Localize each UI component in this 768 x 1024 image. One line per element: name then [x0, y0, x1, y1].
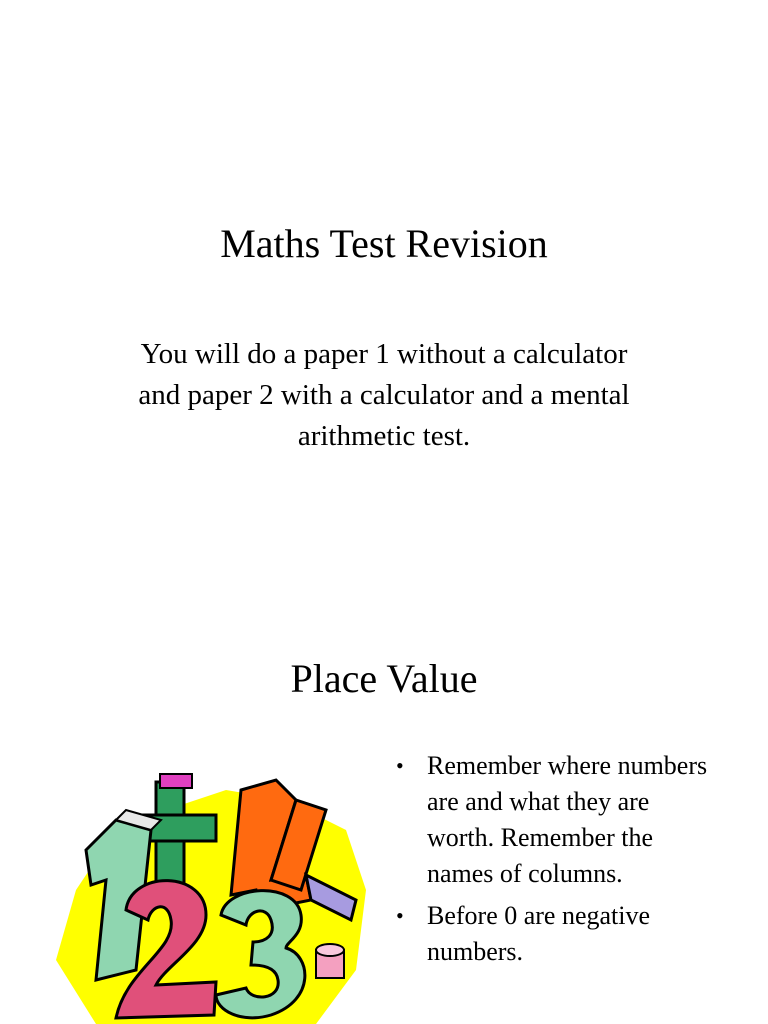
cylinder-shape [316, 944, 344, 978]
bullet-icon: • [396, 753, 404, 778]
list-item [396, 898, 716, 970]
bullet-list [396, 748, 716, 976]
bullet-text: Before 0 are negative numbers. [427, 901, 651, 966]
numbers-clipart-icon [56, 770, 386, 1024]
slide-title-place-value: Place Value [290, 656, 478, 701]
bullet-icon: • [396, 903, 404, 928]
slide-body-text: You will do a paper 1 without a calculator and paper 2 with a calculator and a mental arithmetic test. [138, 338, 630, 452]
bullet-text: Remember where numbers are and what they are worth. Remember the names of columns. [427, 751, 708, 888]
slide-title: Maths Test Revision [220, 221, 548, 266]
list-item [396, 748, 716, 892]
